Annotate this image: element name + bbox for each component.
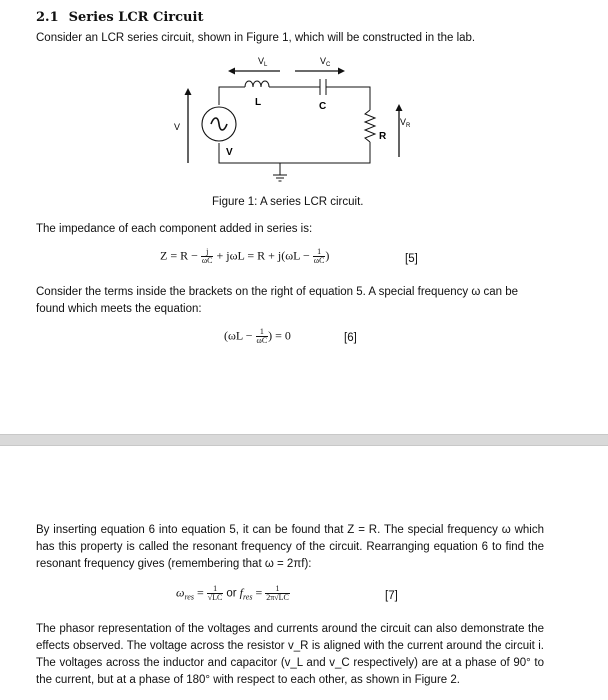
equation-6-number: [6] <box>344 332 357 344</box>
section-title: Series LCR Circuit <box>68 10 204 25</box>
figure-caption: Figure 1: A series LCR circuit. <box>212 196 364 208</box>
paragraph-special-frequency: Consider the terms inside the brackets on the right of equation 5. A special frequency ω can be found which meets the equation: <box>36 286 519 315</box>
ac-source-icon <box>211 118 227 130</box>
label-inductor: L <box>255 97 262 108</box>
label-resistor: R <box>379 131 387 142</box>
paragraph-resonant-frequency: By inserting equation 6 into equation 5, it can be found that Z = R. The special frequency ω which has this property is called the resonant frequency of the circuit. Rearranging equation 6 to find the resonant frequency gives (remembering that ω = 2πf): <box>36 524 544 570</box>
lcr-circuit-diagram <box>150 55 440 190</box>
equation-7: $\omega_{res}$ = $\frac{1}{√LC}$ or $f_{res}$ = $\frac{1}{2\pi√LC}$ <box>176 584 289 602</box>
label-v-left: V <box>174 122 181 132</box>
label-vc: $V_C$ <box>320 56 331 68</box>
equation-5-number: [5] <box>405 253 418 265</box>
page-separator <box>0 434 608 446</box>
section-heading <box>36 10 203 25</box>
section-number: 2.1 <box>36 10 59 25</box>
impedance-intro: The impedance of each component added in series is: <box>36 223 313 235</box>
equation-5: Z = R − $\frac{j}{\omega C}$ + jωL = R + j(ωL − $\frac{1}{\omega C}$ ) <box>160 247 330 265</box>
label-capacitor: C <box>319 101 327 112</box>
equation-7-number: [7] <box>385 590 398 602</box>
intro-paragraph: Consider an LCR series circuit, shown in Figure 1, which will be constructed in the lab. <box>36 32 476 44</box>
label-v-source: V <box>226 147 233 158</box>
label-vl: $V_L$ <box>258 56 268 68</box>
equation-6: (ωL − $\frac{1}{\omega C}$ ) = 0 <box>224 327 291 345</box>
paragraph-phasor: The phasor representation of the voltages and currents around the circuit can also demonstrate the effects observed. The voltage across the resistor v_R is aligned with the current around the circuit i. The voltages across the inductor and capacitor (v_L and v_C respectively) are at a phase of 90° to the current, but at a phase of 180° with respect to each other, as shown in Figure 2. <box>36 623 544 686</box>
label-vr: $V_R$ <box>400 117 411 129</box>
